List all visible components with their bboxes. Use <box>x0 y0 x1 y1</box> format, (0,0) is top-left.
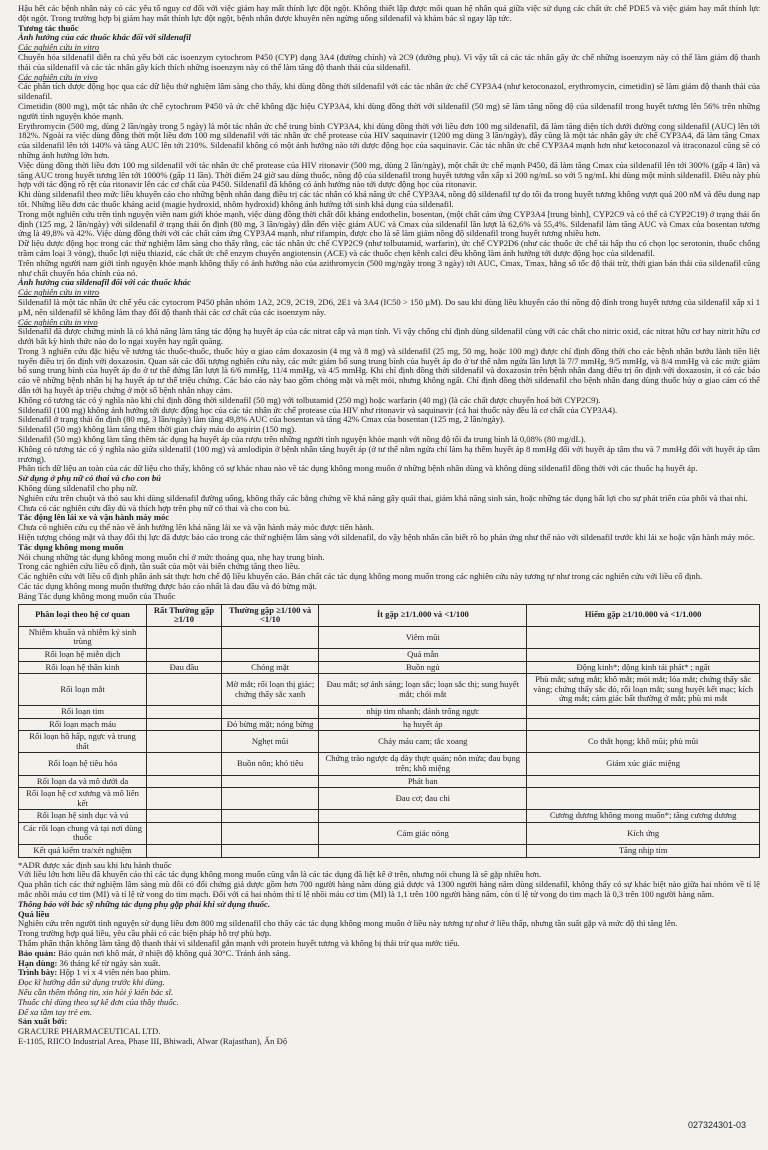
table-row <box>19 674 760 706</box>
warning-line: Nếu cần thêm thông tin, xin hỏi ý kiến bác sĩ. <box>18 987 174 998</box>
table-header: Ít gặp ≥1/1.000 và <1/100 <box>319 604 527 626</box>
table-cell: Quá mẫn <box>319 648 527 661</box>
pregnancy-paragraphs <box>18 484 760 513</box>
invivo2-label: Các nghiên cứu in vivo <box>18 316 98 327</box>
invitro2-text: Sildenafil là một tác nhân ức chế yếu các cytocrom P450 phân nhóm 1A2, 2C9, 2C19, 2D6, 2E1 và 3A4 (IC50 > 150 µM). Do sau khi dùng liều khuyến cáo thì nồng độ đỉnh trong huyết tương của sildenafil xấp xỉ 1 µM, nên sildenafil sẽ không làm thay đổi độ thanh thải các cơ chất của các isoenzym này. <box>18 296 760 317</box>
table-cell: Phù mắt; sưng mắt; khô mắt; mỏi mắt; lóa mắt; chứng thấy sắc vàng; chứng thấy sắc đỏ, rối loạn mắt; sung huyết kết mạc; kích ứng mắt; cảm giác bất thường ở mắt; phù mi mắt <box>527 674 760 706</box>
table-row <box>19 731 760 753</box>
notify-text: Thông báo với bác sỹ những tác dụng phụ gặp phải khi sử dụng thuốc. <box>18 898 271 909</box>
table-cell <box>147 788 222 810</box>
pregnancy-paragraph: Không dùng sildenafil cho phụ nữ. <box>18 483 138 494</box>
table-row <box>19 810 760 823</box>
driving-paragraph: Hiện tượng chóng mặt và thay đổi thị lực đã được báo cáo trong các thử nghiệm lâm sàng với sildenafil, do vậy bệnh nhân cần biết rõ họ phản ứng như thế nào với sildenafil trước khi lái xe hoặc vận hành máy móc. <box>18 532 755 543</box>
organ-class-cell: Rối loạn hệ cơ xương và mô liên kết <box>19 788 147 810</box>
table-cell: Cương dương không mong muốn*; tăng cương dương <box>527 810 760 823</box>
table-cell <box>221 822 318 844</box>
table-cell <box>527 775 760 788</box>
table-row <box>19 705 760 718</box>
organ-class-cell: Rối loạn da và mô dưới da <box>19 775 147 788</box>
table-caption: Bảng Tác dụng không mong muốn của Thuốc <box>18 590 176 601</box>
table-cell <box>147 775 222 788</box>
invivo2-paragraph: Không có tương tác có ý nghĩa nào khi chỉ định đồng thời sildenafil (50 mg) với tolbutamid (250 mg) hoặc warfarin (40 mg) (là các chất được chuyển hoá bởi CYP2C9). <box>18 394 601 405</box>
table-cell <box>527 788 760 810</box>
invivo2-paragraphs <box>18 327 760 474</box>
table-cell: Chóng mặt <box>221 661 318 674</box>
table-cell: Giảm xúc giác miệng <box>527 753 760 775</box>
pregnancy-heading: Sử dụng ở phụ nữ có thai và cho con bú <box>18 473 161 484</box>
shelf-text: 36 tháng kể từ ngày sản xuất. <box>57 957 161 968</box>
invivo2-paragraph: Sildenafil đã được chứng minh là có khả năng làm tăng tác động hạ huyết áp của các nitrat cấp và mạn tính. Vì vậy chống chỉ định dùng sildenafil cùng với các chất cho nitric oxid, các nitrat hữu cơ hay nitrit hữu cơ dưới bất kỳ hình thức nào do lo ngại xuyên hay ngất quãng. <box>18 326 760 347</box>
table-header: Thường gặp ≥1/100 và <1/10 <box>221 604 318 626</box>
adverse-paragraph: Các nghiên cứu với liều cố định phân ảnh sát thực hơn chế độ liều khuyến cáo. Bản chất các tác dụng không mong muốn trong các nghiên cứu này tương tự như trong các nghiên cứu với liều cố định. <box>18 571 703 582</box>
table-cell <box>147 718 222 731</box>
table-row <box>19 753 760 775</box>
table-cell <box>147 626 222 648</box>
invivo2-paragraph: Không có tương tác có ý nghĩa nào giữa sildenafil (100 mg) và amlodipin ở bệnh nhân tăng huyết áp (ở tư thế nằm ngửa chỉ làm hạ thêm huyết áp 8 mmHg đối với huyết áp tâm thu và 7 mmHg đối với huyết áp tâm trương). <box>18 443 760 464</box>
pregnancy-paragraph: Nghiên cứu trên chuột và thỏ sau khi dùng sildenafil đường uống, không thấy các bằng chứng về khả năng gây quái thai, giảm khả năng sinh sản, hoặc những tác dụng bất lợi cho sự phát triển của phôi và thai nhi. <box>18 492 748 503</box>
adverse-heading: Tác dụng không mong muốn <box>18 541 124 552</box>
organ-class-cell: Nhiễm khuẩn và nhiễm ký sinh trùng <box>19 626 147 648</box>
table-header-row <box>19 604 760 626</box>
table-cell <box>527 648 760 661</box>
adverse-paragraphs <box>18 553 760 592</box>
warnings <box>18 978 760 1017</box>
organ-class-cell: Rối loạn hô hấp, ngực và trung thất <box>19 731 147 753</box>
leaflet-code: 027324301-03 <box>687 1120 746 1130</box>
table-cell <box>221 845 318 858</box>
table-cell <box>527 718 760 731</box>
table-cell <box>319 845 527 858</box>
table-cell: Buồn ngủ <box>319 661 527 674</box>
table-cell <box>147 674 222 706</box>
overdose-paragraph: Nghiên cứu trên người tình nguyện sử dụng liều đơn 800 mg sildenafil cho thấy các tác dụng không mong muốn ở liều này tương tự như ở liều thấp, nhưng tần suất gặp và mức độ thì tăng lên. <box>18 918 678 929</box>
table-cell <box>221 705 318 718</box>
table-cell: Đỏ bừng mặt; nóng bừng <box>221 718 318 731</box>
storage-text: Bảo quản nơi khô mát, ở nhiệt độ không quá 30°C. Tránh ánh sáng. <box>55 947 291 958</box>
table-cell: Đau mắt; sợ ánh sáng; loạn sắc; loạn sắc thị; sung huyết mắt; chói mắt <box>319 674 527 706</box>
invivo-paragraphs <box>18 82 760 278</box>
table-cell <box>221 810 318 823</box>
table-cell <box>147 845 222 858</box>
invivo2-paragraph: Sildenafil ở trạng thái ổn định (80 mg, 3 lần/ngày) làm tăng 49,8% AUC của bosentan và tăng 42% Cmax của bosentan (125 mg, 2 lần/ngày). <box>18 414 505 425</box>
table-cell: Đau đầu <box>147 661 222 674</box>
invitro-text: Chuyển hóa sildenafil diễn ra chủ yếu bởi các isoenzym cytochrom P450 (CYP) dạng 3A4 (đường chính) và 2C9 (đường phụ). Vì vậy tất cả các tác nhân gây ức chế những isoenzym này có thể làm giảm độ thanh thải của sildenafil và các tác nhân gây kích thích những isoenzym này có thể làm tăng độ thanh thải của sildenafil. <box>18 51 760 72</box>
interactions-sub2: Ảnh hưởng của sildenafil đối với các thuốc khác <box>18 277 191 288</box>
table-body <box>19 626 760 857</box>
table-cell <box>221 648 318 661</box>
driving-heading: Tác động lên lái xe và vận hành máy móc <box>18 512 170 523</box>
overdose-paragraphs <box>18 919 760 948</box>
table-cell: Co thắt họng; khô mũi; phù mũi <box>527 731 760 753</box>
pack-text: Hộp 1 vỉ x 4 viên nén bao phim. <box>57 967 171 978</box>
table-cell <box>147 753 222 775</box>
invivo-paragraph: Trên những người nam giới tình nguyện khỏe mạnh không thấy có ảnh hưởng nào của azithromycin (500 mg/ngày trong 3 ngày) tới AUC, Cmax, Tmax, hằng số tốc độ thải trừ, thời gian bán thải của sildenafil cũng như chất chuyển hóa chính của nó. <box>18 257 760 278</box>
organ-class-cell: Rối loạn mắt <box>19 674 147 706</box>
invivo2-paragraph: Sildenafil (50 mg) không làm tăng thêm thời gian chảy máu do aspirin (150 mg). <box>18 424 297 435</box>
table-cell <box>221 626 318 648</box>
table-cell <box>147 648 222 661</box>
invivo-paragraph: Dữ liệu dược động học trong các thử nghiệm lâm sàng cho thấy rằng, các tác nhân ức chế CYP2C9 (như tolbutamid, warfarin), ức chế CYP2D6 (như các thuốc ức chế tái hấp thu có chọn lọc serotonin, thuốc chống trầm cảm loại 3 vòng), thuốc lợi niệu thiazid, các chất ức chế enzym chuyển angiotensin (ACE) và các thuốc chẹn kênh calci đều không làm ảnh hưởng tới dược động học của sildenafil. <box>18 238 760 258</box>
table-cell <box>147 810 222 823</box>
table-row <box>19 718 760 731</box>
table-cell: Đau cơ; đau chi <box>319 788 527 810</box>
organ-class-cell: Rối loạn tim <box>19 705 147 718</box>
pregnancy-paragraph: Chưa có các nghiên cứu đầy đủ và thích hợp trên phụ nữ có thai và cho con bú. <box>18 502 291 513</box>
table-row <box>19 626 760 648</box>
table-cell: hạ huyết áp <box>319 718 527 731</box>
intro-paragraph: Hậu hết các bệnh nhân này có các yếu tố nguy cơ đối với việc giảm hay mất thính lực đột ngột. Không thiết lập được mối quan hệ nhân quả giữa việc sử dụng các chất ức chế PDE5 và việc giảm hay mất thính lực đột ngột. Trong trường hợp bị giảm hay mất thính lực đột ngột, bệnh nhân được khuyên nên ngừng uống sildenafil và khám bác sĩ ngay lập tức. <box>18 3 760 23</box>
table-cell <box>221 788 318 810</box>
invitro2-label: Các nghiên cứu in vitro <box>18 287 100 298</box>
warning-line: Để xa tầm tay trẻ em. <box>18 1006 92 1017</box>
shelf-label: Hạn dùng: <box>18 957 58 968</box>
organ-class-cell: Rối loạn hệ thần kinh <box>19 661 147 674</box>
table-cell <box>147 731 222 753</box>
table-cell <box>319 810 527 823</box>
after-table-paragraph: Qua phân tích các thử nghiệm lâm sàng mù đôi có đối chứng giả dược gồm hơn 700 người hàng năm dùng giả dược và 1300 người hàng năm dùng sildenafil, không thấy có sự khác biệt nào giữa hai nhóm về tỉ lệ mắc nhồi máu cơ tim (MI) và tỉ lệ tử vong do tim mạch. Đối với cả hai nhóm thì tỉ lệ nhồi máu cơ tim (MI) là 1,1 trên 100 người hàng năm, còn tỉ lệ tử vong do tim mạch là 0,3 trên 100 người hàng năm. <box>18 879 760 900</box>
organ-class-cell: Kết quả kiểm tra/xét nghiệm <box>19 845 147 858</box>
interactions-heading: Tương tác thuốc <box>18 22 79 33</box>
warning-line: Thuốc chỉ dùng theo sự kê đơn của thầy thuốc. <box>18 996 179 1007</box>
table-cell <box>221 775 318 788</box>
invivo2-paragraph: Trong 3 nghiên cứu đặc hiệu về tương tác thuốc-thuốc, thuốc hủy α giao cảm doxazosin (4 mg và 8 mg) và sildenafil (25 mg, 50 mg, hoặc 100 mg) được chỉ định đồng thời cho các bệnh nhân bướu lành tiền liệt tuyến điều trị ổn định với doxazosin. Quan sát các đối tượng nghiên cứu này, các mức giảm bổ sung trung bình của huyết áp đo ở tư thế nằm ngửa lần lượt là 7/7 mmHg, 9/5 mmHg, và 8/4 mmHg và các mức giảm bổ sung trung bình của huyết áp đo ở tư thế đứng lần lượt là 6/6 mmHg, 11/4 mmHg, và 4/5 mmHg. Khi chỉ định đồng thời sildenafil và doxazosin trên bệnh nhân đang điều trị ổn định với doxazosin, ít có các báo cáo về những bệnh nhân bị hạ huyết áp tư thế triệu chứng. Các báo cáo này bao gồm chóng mặt và mệt mỏi, nhưng không ngất. Chỉ định đồng thời sildenafil cho bệnh nhân đang dùng thuốc hủy α giao cảm có thể dẫn tới hạ huyết áp triệu chứng ở một số bệnh nhân nhạy cảm. <box>18 345 760 396</box>
after-table-paragraph: *ADR được xác định sau khi lưu hành thuốc <box>18 859 172 870</box>
invivo-paragraph: Trong một nghiên cứu trên tình nguyện viên nam giới khỏe mạnh, việc dùng đồng thời chất đối kháng endothelin, bosentan, (một chất cảm ứng CYP3A4 [trung bình], CYP2C9 và có thể cả CYP2C19) ở trạng thái ổn định (125 mg, 2 lần/ngày) với sildenafil ở trạng thái ổn định (80 mg, 3 lần/ngày) dẫn đến việc giảm AUC và Cmax của sildenafil lần lượt là 62,6% và 55,4%. Sildenafil làm tăng AUC và Cmax của bosentan tương ứng là 49,8% và 42%. Việc dùng đồng thời với các chất cảm ứng CYP3A4 mạnh, như rifampin, được cho là sẽ làm giảm nồng độ sildenafil trong huyết tương nhiều hơn. <box>18 208 760 239</box>
table-cell <box>527 705 760 718</box>
pack-label: Trình bày: <box>18 967 58 978</box>
table-row <box>19 648 760 661</box>
driving-paragraphs <box>18 523 760 543</box>
storage-label: Bảo quản: <box>18 947 56 958</box>
table-header: Hiếm gặp ≥1/10.000 và <1/1.000 <box>527 604 760 626</box>
invivo-label: Các nghiên cứu in vivo <box>18 71 98 82</box>
invivo2-paragraph: Sildenafil (100 mg) không ảnh hưởng tới dược động học của các tác nhân ức chế protease của HIV như ritonavir và saquinavir (cả hai thuốc này đều là cơ chất của CYP3A4). <box>18 404 618 415</box>
table-cell: Kích ứng <box>527 822 760 844</box>
invivo-paragraph: Việc dùng đồng thời liều đơn 100 mg sildenafil với tác nhân ức chế protease của HIV ritonavir (500 mg, dùng 2 lần/ngày), một chất ức chế mạnh P450, đã làm tăng Cmax của sildenafil lên tới 300% (gấp 4 lần) và tăng AUC trong huyết tương lên tới 1000% (gấp 11 lần). Thời điểm 24 giờ sau dùng thuốc, nồng độ của sildenafil trong huyết tương vẫn xấp xỉ 200 ng/mL so với 5 ng/mL khi dùng một mình sildenafil. Điều này phù hợp với tác động rõ rệt của ritonavir lên các cơ chất của P450. Sildenafil đã không có ảnh hưởng nào tới dược động học của ritonavir. <box>18 159 760 190</box>
invivo-paragraph: Khi dùng sildenafil theo mức liều khuyến cáo cho những bệnh nhân đang điều trị các tác nhân có khả năng ức chế CYP3A4, nồng độ sildenafil tự do tối đa trong huyết tương không vượt quá 200 nM và đều dung nạp tốt. Những liều đơn các thuốc kháng acid (magie hydroxid, nhôm hydroxid) không ảnh hưởng tới sinh khả dụng của sildenafil. <box>18 189 760 209</box>
table-cell: Động kinh*; động kinh tái phát* ; ngất <box>527 661 760 674</box>
organ-class-cell: Rối loạn hệ tiêu hóa <box>19 753 147 775</box>
table-cell: Viêm mũi <box>319 626 527 648</box>
table-header: Rất Thường gặp ≥1/10 <box>147 604 222 626</box>
organ-class-cell: Rối loạn mạch máu <box>19 718 147 731</box>
table-cell: Tăng nhịp tim <box>527 845 760 858</box>
manufacturer-address: E-1105, RIICO Industrial Area, Phase III, Bhiwadi, Alwar (Rajasthan), Ấn Độ <box>18 1036 288 1047</box>
table-cell: Chứng trào ngược dạ dày thực quản; nôn mửa; đau bụng trên; khô miệng <box>319 753 527 775</box>
table-cell: Buồn nôn; khó tiêu <box>221 753 318 775</box>
after-table-paragraph: Với liều lớn hơn liều đã khuyến cáo thì các tác dụng không mong muốn cũng vẫn là các tác dụng đã liệt kê ở trên, nhưng nói chung là sẽ gặp nhiều hơn. <box>18 869 542 880</box>
leaflet-document <box>18 4 760 1047</box>
invitro-label: Các nghiên cứu in vitro <box>18 42 100 53</box>
table-cell: Phát ban <box>319 775 527 788</box>
organ-class-cell: Các rối loạn chung và tại nơi dùng thuốc <box>19 822 147 844</box>
table-cell <box>147 705 222 718</box>
adverse-paragraph: Nói chung những tác dụng không mong muốn chỉ ở mức thoáng qua, nhẹ hay trung bình. <box>18 551 325 562</box>
adverse-effects-table <box>18 604 760 858</box>
table-cell: Cảm giác nóng <box>319 822 527 844</box>
invivo-paragraph: Erythromycin (500 mg, dùng 2 lần/ngày trong 5 ngày) là một tác nhân ức chế trung bình CYP3A4, khi dùng đồng thời với liều đơn 100 mg sildenafil, đã làm tăng diện tích dưới đường cong sildenafil (AUC) lên tới 182%. Ngoài ra việc dùng đồng thời một liều đơn 100 mg sildenafil với tác nhân ức chế protease của HIV saquinavir (1200 mg dùng 3 lần/ngày), đây cũng là một tác nhân gây ức chế CYP3A4, đã làm tăng Cmax của sildenafil lên tới 140% và tăng AUC lên tới 210%. Sildenafil không có một ảnh hưởng nào tới dược động học của saquinavir. Các tác nhân ức chế CYP3A4 mạnh hơn như ketoconazol và itraconazol cũng sẽ có những ảnh hưởng lớn hơn. <box>18 120 760 160</box>
table-row <box>19 788 760 810</box>
driving-paragraph: Chưa có nghiên cứu cụ thể nào về ảnh hưởng lên khả năng lái xe và vận hành máy móc được tiến hành. <box>18 522 374 533</box>
manufacturer-label: Sản xuất bởi: <box>18 1016 68 1027</box>
table-cell: Nghẹt mũi <box>221 731 318 753</box>
adverse-paragraph: Trong các nghiên cứu liều cố định, tần suất của một vài biến chứng tăng theo liều. <box>18 561 301 572</box>
invivo-paragraph: Các phân tích dược động học qua các dữ liệu thử nghiệm lâm sàng cho thấy, khi dùng đồng thời sildenafil với các tác nhân ức chế CYP3A4 (như ketoconazol, erythromycin, cimetidin) sẽ làm giảm độ thanh thải của sildenafil. <box>18 81 760 102</box>
overdose-paragraph: Trong trường hợp quá liều, yêu cầu phải có các biện pháp hỗ trợ phù hợp. <box>18 928 272 939</box>
interactions-sub1: Ảnh hưởng của các thuốc khác đối với sildenafil <box>18 32 191 43</box>
organ-class-cell: Rối loạn hệ sinh dục và vú <box>19 810 147 823</box>
overdose-heading: Quá liều <box>18 908 50 919</box>
manufacturer-name: GRACURE PHARMACEUTICAL LTD. <box>18 1026 161 1037</box>
overdose-paragraph: Thẩm phân thận không làm tăng độ thanh thải vì sildenafil gắn mạnh với protein huyết tương và không bị thải trừ qua nước tiểu. <box>18 938 460 949</box>
table-row <box>19 661 760 674</box>
table-cell: Chảy máu cam; tắc xoang <box>319 731 527 753</box>
table-row <box>19 845 760 858</box>
table-cell: Mờ mắt; rối loạn thị giác; chứng thấy sắc xanh <box>221 674 318 706</box>
after-table-notes <box>18 861 760 900</box>
table-row <box>19 775 760 788</box>
organ-class-cell: Rối loạn hệ miễn dịch <box>19 648 147 661</box>
invivo2-paragraph: Phân tích dữ liệu an toàn của các dữ liệu cho thấy, không có sự khác nhau nào về tác dụng không mong muốn ở những bệnh nhân dùng và không dùng sildenafil đồng thời với các thuốc hạ huyết áp. <box>18 463 698 474</box>
adverse-paragraph: Các tác dụng không mong muốn thường được báo cáo nhất là đau đầu và đỏ bừng mặt. <box>18 581 317 592</box>
table-cell: nhịp tim nhanh; đánh trống ngực <box>319 705 527 718</box>
table-cell <box>527 626 760 648</box>
table-row <box>19 822 760 844</box>
table-header: Phân loại theo hệ cơ quan <box>19 604 147 626</box>
warning-line: Đọc kĩ hướng dẫn sử dụng trước khi dùng. <box>18 977 165 988</box>
table-cell <box>147 822 222 844</box>
invivo2-paragraph: Sildenafil (50 mg) không làm tăng thêm tác dụng hạ huyết áp của rượu trên những người tình nguyện khỏe mạnh với nồng độ tối đa trung bình là 0,08% (80 mg/dL). <box>18 434 586 445</box>
invivo-paragraph: Cimetidin (800 mg), một tác nhân ức chế cytochrom P450 và ức chế không đặc hiệu CYP3A4, khi dùng đồng thời với sildenafil (50 mg) sẽ làm tăng nồng độ của sildenafil trong huyết tương lên 56% trên những người tình nguyện khỏe mạnh. <box>18 100 760 121</box>
